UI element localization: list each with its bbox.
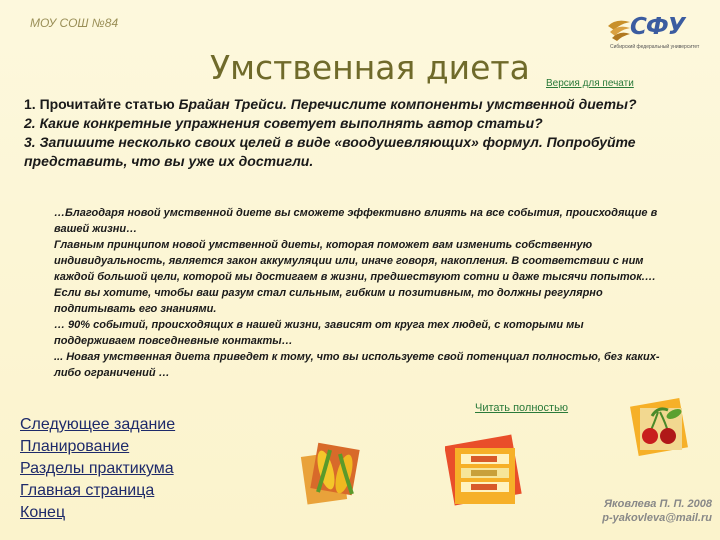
article-paragraph-2: Главным принципом новой умственной диеты, которая поможет вам изменить собственную индивидуальность, является закон аккумуляции или, иначе говоря, накопления. В соответствии с ним каждой большой цели, которой мы достигаем в жизни, предшествуют сотни и даже тысячи попыток.… — [54, 239, 656, 283]
article-paragraph-4: … 90% событий, происходящих в нашей жизни, зависят от круга тех людей, с которыми мы поддерживаем повседневные контакты… — [54, 319, 584, 347]
author-email: p-yakovleva@mail.ru — [602, 512, 712, 524]
article-paragraph-3: Если вы хотите, чтобы ваш разум стал сильным, гибким и позитивным, то должны регулярно подпитывать его знаниями. — [54, 287, 603, 315]
print-version-link[interactable]: Версия для печати — [546, 78, 634, 89]
task-1-text: Брайан Трейси. Перечислите компоненты умственной диеты? — [178, 96, 637, 112]
sfu-logo-subtitle: Сибирский федеральный университет — [610, 44, 700, 50]
read-full-link[interactable]: Читать полностью — [475, 402, 569, 414]
article-paragraph-5: ... Новая умственная диета приведет к тому, что вы используете свой потенциал полностью, без каких-либо ограничений … — [54, 351, 660, 379]
task-list — [24, 95, 692, 171]
corn-clipart-icon — [300, 436, 368, 508]
sfu-logo-text: СФУ — [630, 14, 685, 40]
sfu-logo-mark-icon — [606, 16, 632, 42]
sfu-logo — [606, 14, 698, 52]
task-1 — [24, 95, 692, 114]
article-paragraph-1: …Благодаря новой умственной диете вы сможете эффективно влиять на все события, происходящие в вашей жизни… — [54, 207, 658, 235]
school-name: МОУ СОШ №84 — [30, 16, 119, 30]
author-name: Яковлева П. П. 2008 — [604, 498, 712, 510]
author-credit — [588, 497, 712, 525]
nav-planning[interactable]: Планирование — [20, 438, 130, 455]
task-2: 2. Какие конкретные упражнения советует выполнять автор статьи? — [24, 115, 543, 131]
article-excerpt — [24, 205, 664, 381]
books-clipart-icon — [445, 432, 527, 520]
page-title: Умственная диета — [210, 48, 530, 87]
nav-sections[interactable]: Разделы практикума — [20, 460, 174, 477]
task-3: 3. Запишите несколько своих целей в виде «воодушевляющих» формул. Попробуйте представить, что вы уже их достигли. — [24, 134, 636, 169]
nav-next-task[interactable]: Следующее задание — [20, 416, 176, 433]
cherries-clipart-icon — [628, 398, 690, 460]
navigation-menu — [20, 414, 175, 524]
nav-end[interactable]: Конец — [20, 504, 66, 521]
nav-home[interactable]: Главная страница — [20, 482, 155, 499]
task-1-lead: 1. Прочитайте статью — [24, 96, 179, 112]
